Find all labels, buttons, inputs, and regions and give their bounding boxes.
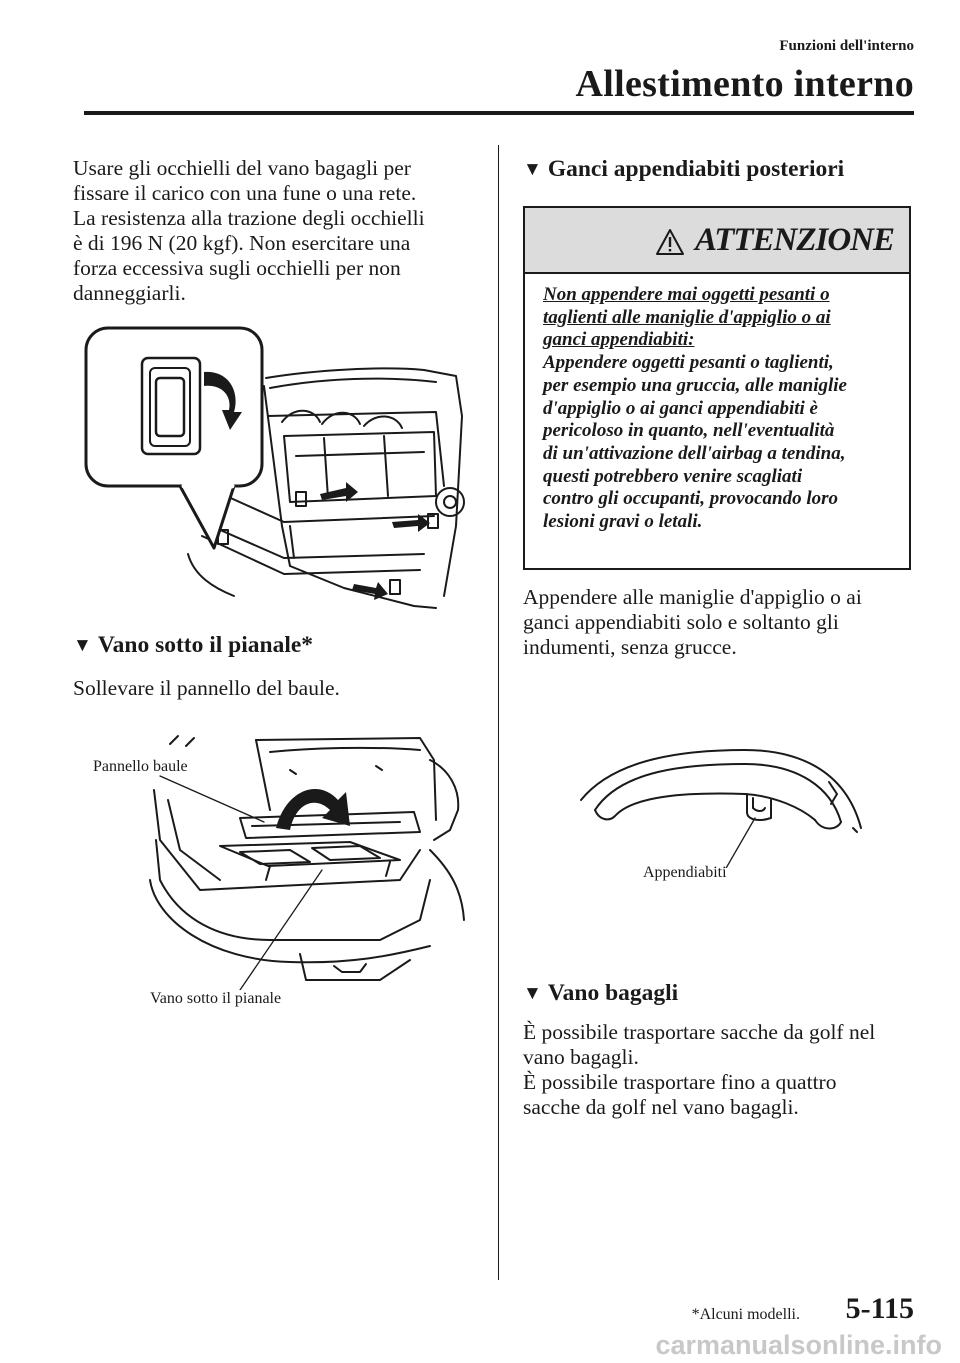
warning-line: di un'attivazione dell'airbag a tendina, [543,442,846,464]
warning-line: lesioni gravi o letali. [543,511,703,533]
pannello-label: Pannello baule [93,758,188,775]
bagagli-line: vano bagagli. [523,1045,639,1069]
header-rule [84,111,914,115]
vano-text: Sollevare il pannello del baule. [73,676,340,700]
warning-underlined-line: Non appendere mai oggetti pesanti o [543,284,830,305]
ganci-line: Appendere alle maniglie d'appiglio o ai [523,585,862,609]
vano-heading [73,632,313,659]
warning-underlined-line: ganci appendiabiti: [543,329,695,351]
heading-marker-icon: ▼ [73,635,92,656]
intro-line: è di 196 N (20 kgf). Non esercitare una [73,231,411,255]
cargo-hook-illustration [84,326,470,616]
warning-line: d'appiglio o ai ganci appendiabiti è [543,397,818,419]
heading-marker-icon: ▼ [523,983,542,1004]
intro-line: forza eccessiva sugli occhielli per non [73,256,401,280]
warning-underlined-line: taglienti alle maniglie d'appiglio o ai [543,306,831,328]
vano-heading-text: Vano sotto il pianale* [97,632,314,658]
appendiabiti-label: Appendiabiti [643,864,727,881]
warning-line: pericoloso in quanto, nell'eventualità [543,420,835,442]
warning-line: questi potrebbero venire scagliati [543,465,803,487]
section-label: Funzioni dell'interno [779,38,914,54]
heading-marker-icon: ▼ [523,159,542,180]
intro-paragraph [73,156,483,306]
bagagli-line: È possibile trasportare fino a quattro [523,1070,837,1094]
bagagli-line: È possibile trasportare sacche da golf nel [523,1020,876,1044]
bagagli-heading-text: Vano bagagli [547,980,679,1006]
warning-header [525,208,909,274]
bagagli-line: sacche da golf nel vano bagagli. [523,1095,799,1119]
page-title: Allestimento interno [575,63,914,105]
warning-title: ATTENZIONE [695,222,895,258]
bagagli-heading [523,980,678,1007]
footnote: *Alcuni modelli. [691,1306,800,1323]
warning-body [543,284,903,534]
bagagli-paragraph [523,1020,923,1120]
grab-handle-illustration [575,738,865,868]
warning-line: per esempio una gruccia, alle maniglie [543,374,847,396]
ganci-line: indumenti, senza grucce. [523,635,737,659]
vano-label: Vano sotto il pianale [150,990,282,1007]
intro-line: fissare il carico con una fune o una rete. [73,181,417,205]
ganci-paragraph [523,585,913,660]
warning-line: Appendere oggetti pesanti o taglienti, [543,352,834,374]
watermark: carmanualsonline.info [655,1330,942,1360]
warning-triangle-icon [655,228,685,256]
warning-box [523,206,911,570]
ganci-heading-text: Ganci appendiabiti posteriori [547,156,845,182]
column-divider [498,145,499,1280]
ganci-line: ganci appendiabiti solo e soltanto gli [523,610,839,634]
ganci-heading [523,156,844,183]
warning-line: contro gli occupanti, provocando loro [543,488,839,510]
intro-line: danneggiarli. [73,281,186,305]
page-number: 5-115 [845,1292,914,1325]
intro-line: La resistenza alla trazione degli occhielli [73,206,425,230]
intro-line: Usare gli occhielli del vano bagagli per [73,156,411,180]
